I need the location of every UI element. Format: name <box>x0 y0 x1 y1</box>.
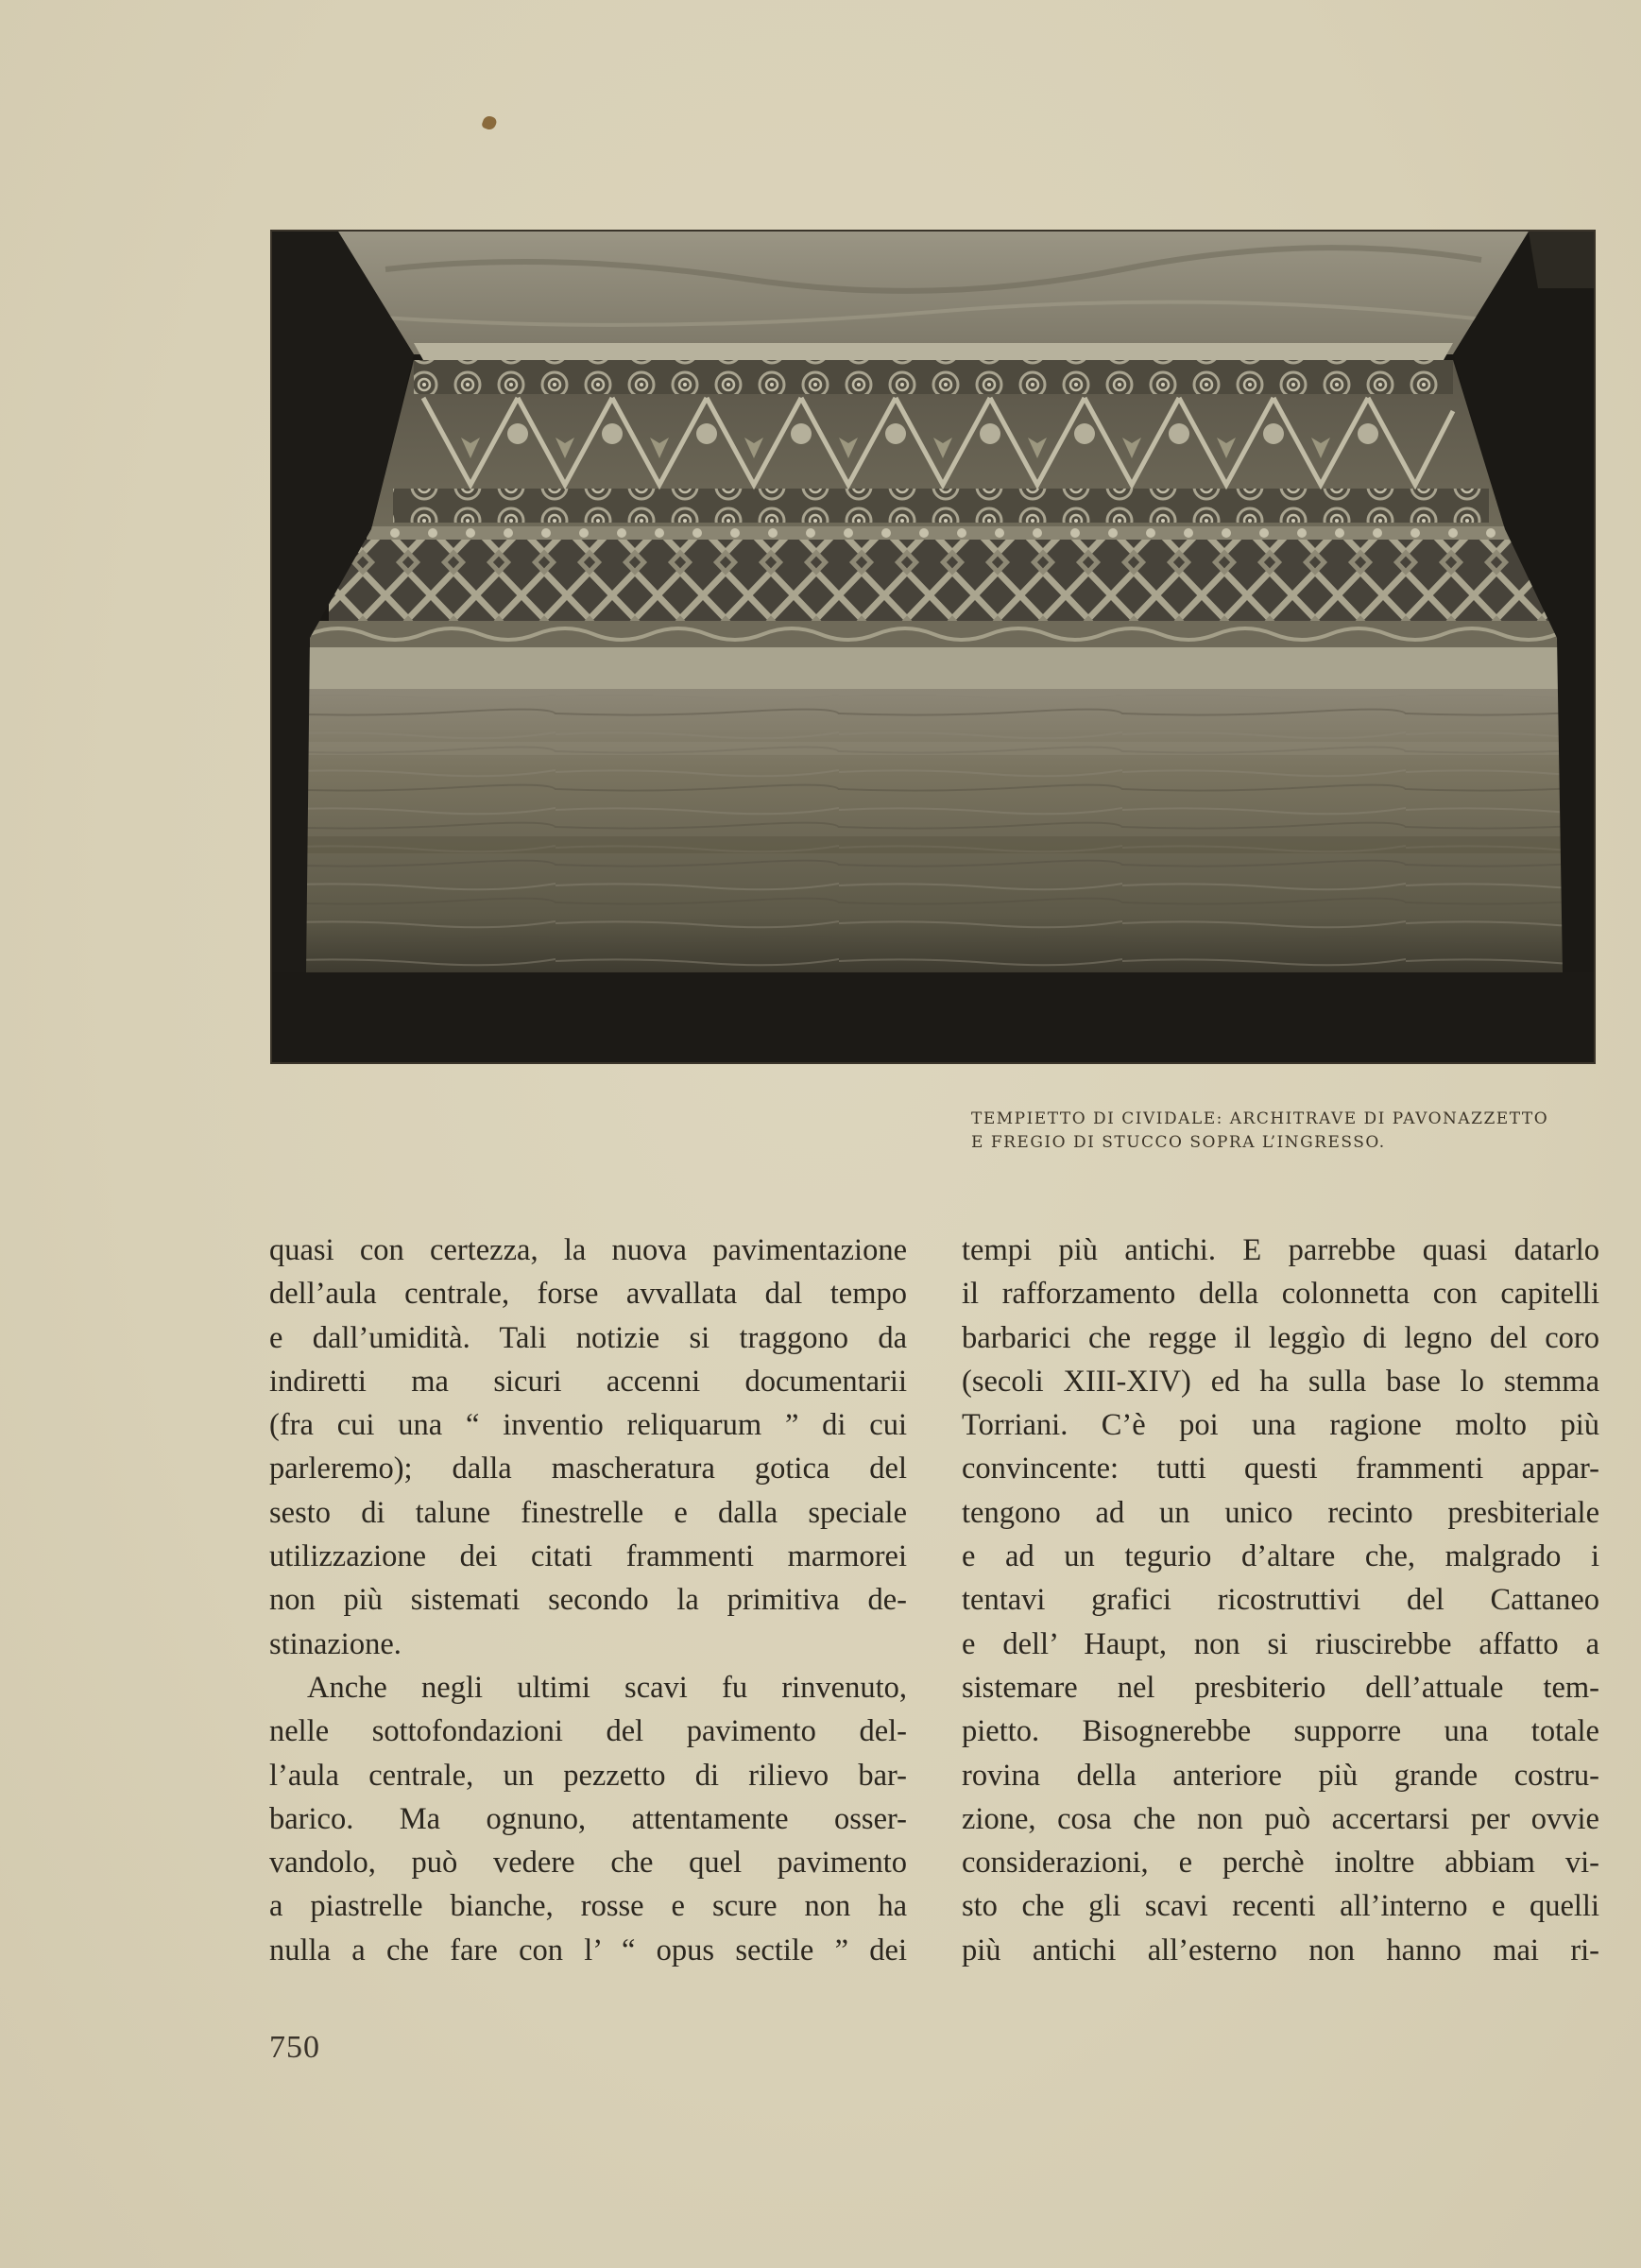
text-line: e ad un tegurio d’altare che, malgrado i <box>962 1539 1599 1574</box>
text-line: quasi con certezza, la nuova pavimentazione <box>269 1233 907 1267</box>
text-line: sistemare nel presbiterio dell’attuale tem- <box>962 1670 1599 1705</box>
text-line: dell’aula centrale, forse avvallata dal tempo <box>269 1277 907 1312</box>
text-line: tentavi grafici ricostruttivi del Cattaneo <box>962 1583 1599 1618</box>
caption-line: E FREGIO DI STUCCO SOPRA L’INGRESSO. <box>971 1133 1386 1152</box>
text-line: pietto. Bisognerebbe supporre una totale <box>962 1714 1599 1749</box>
text-line: il rafforzamento della colonnetta con capitelli <box>962 1277 1599 1312</box>
text-line: non più sistemati secondo la primitiva de- <box>269 1583 907 1618</box>
text-line: indiretti ma sicuri accenni documentarii <box>269 1364 907 1399</box>
text-line: nelle sottofondazioni del pavimento del- <box>269 1714 907 1749</box>
text-line: a piastrelle bianche, rosse e scure non ha <box>269 1889 907 1924</box>
page-number: 750 <box>269 2030 320 2065</box>
left-text-column <box>269 1228 907 1972</box>
text-line: convincente: tutti questi frammenti appar- <box>962 1452 1599 1486</box>
text-line: vandolo, può vedere che quel pavimento <box>269 1846 907 1881</box>
paper-fleck <box>481 114 498 131</box>
text-line: e dall’umidità. Tali notizie si traggono da <box>269 1320 907 1355</box>
caption-line: TEMPIETTO DI CIVIDALE: ARCHITRAVE DI PAVONAZZETTO <box>971 1109 1549 1128</box>
text-line: (fra cui una “ inventio reliquarum ” di cui <box>269 1408 907 1443</box>
text-line: utilizzazione dei citati frammenti marmorei <box>269 1539 907 1574</box>
text-line: l’aula centrale, un pezzetto di rilievo bar- <box>269 1758 907 1793</box>
text-line: tengono ad un unico recinto presbiteriale <box>962 1495 1599 1530</box>
text-line: (secoli XIII-XIV) ed ha sulla base lo stemma <box>962 1364 1599 1399</box>
figure-caption <box>971 1108 1576 1155</box>
text-line: tempi più antichi. E parrebbe quasi datarlo <box>962 1233 1599 1267</box>
text-line: zione, cosa che non può accertarsi per ovvie <box>962 1801 1599 1836</box>
right-text-column <box>962 1228 1599 1972</box>
text-line: più antichi all’esterno non hanno mai ri- <box>962 1933 1599 1967</box>
text-line: considerazioni, e perchè inoltre abbiam vi- <box>962 1846 1599 1881</box>
text-line: parleremo); dalla mascheratura gotica del <box>269 1452 907 1486</box>
text-line: Anche negli ultimi scavi fu rinvenuto, <box>307 1670 907 1705</box>
text-line: e dell’ Haupt, non si riuscirebbe affatto a <box>962 1626 1599 1661</box>
text-line: rovina della anteriore più grande costru- <box>962 1758 1599 1793</box>
photo-architrave-frieze <box>270 230 1596 1064</box>
text-line: sto che gli scavi recenti all’interno e quelli <box>962 1889 1599 1924</box>
text-line: Torriani. C’è poi una ragione molto più <box>962 1408 1599 1443</box>
text-line: nulla a che fare con l’ “ opus sectile ” dei <box>269 1933 907 1967</box>
text-line: stinazione. <box>269 1626 402 1661</box>
text-line: barbarici che regge il leggìo di legno del coro <box>962 1320 1599 1355</box>
text-line: barico. Ma ognuno, attentamente osser- <box>269 1801 907 1836</box>
text-line: sesto di talune finestrelle e dalla speciale <box>269 1495 907 1530</box>
